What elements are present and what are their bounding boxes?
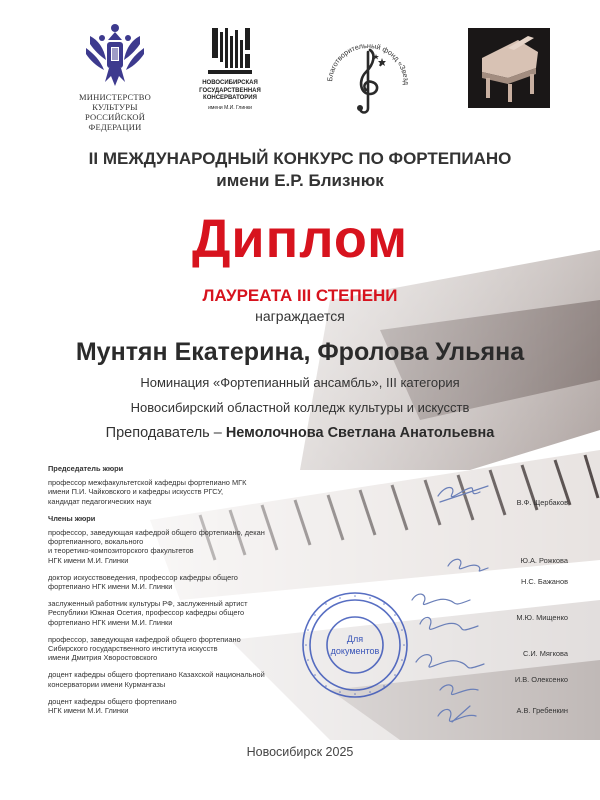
jury-desc-line: фортепиано НГК имени М.И. Глинки xyxy=(48,617,173,627)
teacher-label: Преподаватель – xyxy=(105,425,226,441)
awarded-label: награждается xyxy=(255,308,345,324)
diploma-heading: Диплом xyxy=(191,209,409,269)
jury-desc-line: фортепианного, вокального xyxy=(48,537,144,547)
institution-line: Новосибирский областной колледж культуры и искусств xyxy=(130,400,470,415)
signature-member-1 xyxy=(448,559,488,571)
conservatory-caption-line3: КОНСЕРВАТОРИЯ xyxy=(203,95,257,101)
conservatory-caption-line1: НОВОСИБИРСКАЯ xyxy=(202,80,258,86)
jury-desc-line: фортепиано НГК имени М.И. Глинки xyxy=(48,582,173,592)
nomination-line: Номинация «Фортепианный ансамбль», III категория xyxy=(140,375,460,390)
jury-member-name: С.И. Мягкова xyxy=(522,648,568,658)
conservatory-caption-line2: ГОСУДАРСТВЕННАЯ xyxy=(199,87,261,94)
laureate-degree: ЛАУРЕАТА III СТЕПЕНИ xyxy=(202,286,398,305)
jury-chair-heading: Председатель жюри xyxy=(48,464,124,473)
signature-member-6 xyxy=(438,706,476,722)
jury-desc-line: имени П.И. Чайковского и кафедры искусств РГСУ, xyxy=(48,487,224,497)
jury-desc-line: Республики Южная Осетия, профессор кафедры общего xyxy=(48,608,245,618)
stamp-text-line2: документов xyxy=(330,646,380,656)
jury-desc-line: доцент кафедры общего фортепиано Казахской национальной xyxy=(48,670,265,680)
contest-name: имени Е.Р. Близнюк xyxy=(216,171,384,190)
jury-member-name: Ю.А. Рожкова xyxy=(520,556,568,566)
jury-member-name: Н.С. Бажанов xyxy=(521,576,568,586)
stamp-text-line1: Для xyxy=(346,634,364,644)
signature-member-4 xyxy=(416,655,484,668)
laureate-names: Мунтян Екатерина, Фролова Ульяна xyxy=(75,338,525,366)
signature-member-5 xyxy=(440,685,478,695)
jury-desc-line: профессор межфакультетской кафедры фортепиано МГК xyxy=(48,478,247,488)
jury-members-heading: Члены жюри xyxy=(48,513,96,523)
ministry-caption-line1: МИНИСТЕРСТВО КУЛЬТУРЫ xyxy=(79,92,151,112)
jury-desc-line: кандидат педагогических наук xyxy=(48,496,152,506)
jury-desc-line: НГК имени М.И. Глинки xyxy=(48,555,129,565)
jury-member-name: И.В. Олексенко xyxy=(514,675,568,685)
jury-desc-line: профессор, заведующая кафедрой общего фортепиано, декан xyxy=(48,528,265,538)
signature-member-2 xyxy=(412,594,470,604)
official-stamp xyxy=(300,590,410,700)
jury-chair-name: В.Ф. Щербаков xyxy=(516,498,568,508)
jury-desc-line: Сибирского государственного института искусств xyxy=(48,644,218,654)
city-year: Новосибирск 2025 xyxy=(246,745,354,759)
teacher-name: Немолочнова Светлана Анатольевна xyxy=(225,425,495,441)
jury-member-name: М.Ю. Мищенко xyxy=(516,613,568,623)
jury-desc-line: доцент кафедры общего фортепиано xyxy=(48,696,177,706)
conservatory-caption-line4: имени М.И. Глинки xyxy=(208,104,252,111)
jury-desc-line: профессор, заведующая кафедрой общего фортепиано xyxy=(48,634,241,644)
fund-logo-text: Благотворительный фонд «Звезд xyxy=(325,40,412,86)
jury-desc-line: имени Дмитрия Хворостовского xyxy=(48,653,158,663)
signature-chair xyxy=(438,486,488,502)
jury-desc-line: доктор искусствоведения, профессор кафедры общего xyxy=(48,572,238,582)
contest-title: II МЕЖДУНАРОДНЫЙ КОНКУРС ПО ФОРТЕПИАНО xyxy=(88,149,512,168)
signature-member-3 xyxy=(420,617,478,630)
jury-desc-line: и теоретико-композиторского факультетов xyxy=(48,546,194,556)
jury-desc-line: НГК имени М.И. Глинки xyxy=(48,706,129,716)
ministry-caption-line2: РОССИЙСКОЙ ФЕДЕРАЦИИ xyxy=(84,112,146,132)
jury-desc-line: консерватории имени Курмангазы xyxy=(48,679,166,689)
jury-member-name: А.В. Гребенкин xyxy=(516,705,568,715)
jury-desc-line: заслуженный работник культуры РФ, заслуженный артист xyxy=(48,599,248,609)
